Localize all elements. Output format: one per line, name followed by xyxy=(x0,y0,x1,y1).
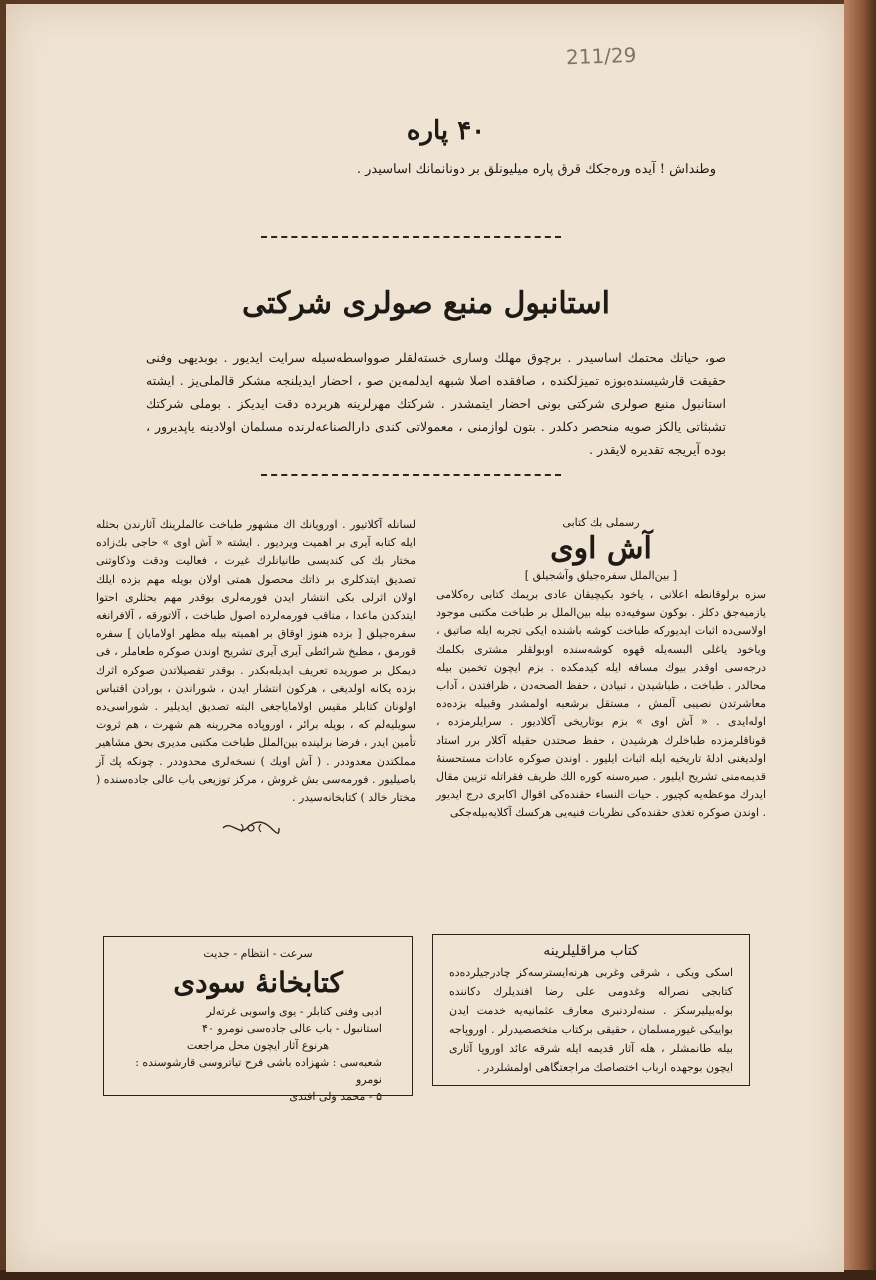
divider-top xyxy=(261,236,561,238)
bookstore-line: هرنوع آثار ایچون محل مراجعت xyxy=(186,1039,330,1052)
book-lovers-body: اسکی ویکی ، شرقی وغربی هرنه‌ایسترسه‌کز چادرجیلرده‌ده کتابجی نصراله وغدومی علی رضا افندیلرك دکاننده بوله‌بیلیرسکز . سنه‌لردنبری معارف عثمانیه‌یه خدمت ایدن بواییکی غیورمسلمان ، حقیقی برکتاب متخصصیدرلر . اوروپاجه بیله طانمشلر ، هله آثار قدیمه ایله شرقه عائد اوروپا آثاری ایچون بوجهده ارباب اختصاصك مراجعتگاهی اولمشلردر . xyxy=(449,966,733,1074)
cookbook-title: آش اوی xyxy=(550,531,652,566)
newspaper-page xyxy=(6,4,844,1272)
price-heading: ۴۰ پاره xyxy=(406,116,486,146)
review-column xyxy=(96,516,416,807)
cookbook-column xyxy=(436,516,766,823)
water-company-body: صو، حیاتك محتمك اساسیدر . برچوق مهلك وساری خسته‌لقلر صوواسطه‌سیله سرایت ایدیور . بوبدیهی وفنی حقیقت قارشیسنده‌بوزه تمیزلکنده ، صافقده اصلا شبهه ایدلمه‌ین صو ، احضار ایدیلنجه مشکر قالملی‌یز . ایشته استانبول منبع صولری شرکتی بونی احضار ایتمشدر . شرکتك مهرلرینه هربرده دقت ایدیکز . بوملی شرکتك تشبثاتی یالکز صویه منحصر دکلدر . بتون لوازمنی ، معمولاتی کندی دارالصناعه‌لرنده مسلمان اولادینه یاپدیرور ، بوده آیریجه تقدیره لایقدر . xyxy=(146,350,726,457)
review-body: لسانله آکلاتیور . اورویانك اك مشهور طباخت عالملرینك آثارندن بحثله ایله کتابه آیری بر اهمیت ویردیور . ایشته « آش اوی » حاجی بك‌زاده مختار بك کی کندیسی طانیانلرك غیرت ، فعالیت ودقت وذکاوتنی تصدیق ایتدکلری بر ذاتك محصول همتی اولان بویله مهم بزده ایلك اولان اثرلی بکی انتشار ایدن فورمه‌لری بوقدر مهم بحثلری احتوا ایتدکدن ماعدا ، مناقب فورمه‌لرده اصول طباخت ، آلاتورقه ، آلافرانغه سفره‌جیلق [ بزده هنوز اوقاق بر اهمیته بیله مظهر اولامایان ] سفره قورمق ، مطبخ شرائطی آیری آیری تشریح اوندن صوکره طعاملر ، فی دیمکل بر صوریده تعریف ایدیله‌بکدر . بوقدر تفصیلاتدن صوکره اثرك بزده یکانه اولدیغی ، هرکون انتشار ایدن ، شوراندن ، بورادن اقتباس اولونان کتابلر مقیس اولامایاجغی البته تصدیق ایدیلیر . شوراسی‌ده سویلیه‌لم که ، بویله برائر ، اوروپاده محررینه هم شهرت ، هم ثروت تأمین ایدر ، فرضا برلینده بین‌الملل طباخت مکتبی مدیری بحق مشاهیر مملکتدن معدوددر . ( آش اویك ) نسخه‌لری محدوددر . چونکه پك آز باصیلیور . فورمه‌سی بش غروش ، مرکز توزیعی باب عالی جاده‌سنده ( مختار خالد ) کتابخانه‌سیدر . xyxy=(96,518,416,805)
bookstore-line: شعبه‌سی : شهزاده باشی فرح تیاتروسی قارشوسنده : نومرو xyxy=(135,1056,382,1086)
header-tagline: وطنداش ! آیده وره‌جکك قرق پاره میلیونلق بر دونانمانك اساسیدر . xyxy=(356,162,716,177)
ornament-icon xyxy=(221,818,281,838)
book-lovers-title: کتاب مراقلیلرینه xyxy=(543,943,639,959)
bookstore-line: استانبول - باب عالی جاده‌سی نومرو ۴۰ xyxy=(202,1022,382,1035)
catalog-number: 211/29 xyxy=(565,42,637,70)
bookstore-title: کتابخانهٔ سودی xyxy=(173,966,343,999)
bookstore-ad xyxy=(103,936,413,1103)
cookbook-intro: رسملی بك کتابی xyxy=(562,516,640,529)
bookstore-tagline: سرعت - انتظام - جدیت xyxy=(203,947,313,960)
page-edge xyxy=(844,0,876,1280)
bookstore-line: ۵ - محمد ولی افندی xyxy=(289,1090,382,1103)
cookbook-body: سزه برلوقانطه اعلانی ، یاخود بکیچیقان عادی بریمك کتابی ره‌کلامی یازمیه‌جق دکلز . بوکون سوفیه‌ده بیله بین‌الملل بر طباخت مکتبی موجود اولاسی‌ده اثبات ایدیورکه طباخت کوشه باشنده ایکی تجربه ایله صاتیق ، ویاخود یاغلی البسه‌یله قهوه کوشه‌سنده اوبولقلر مشتری بکلمك درجه‌سی اوقدر بیوك مسافه ایله کیدمکده . بزم ایچون تخمین بیله محالدر . طباخت ، طباشیدن ، تبیادن ، حفظ الصحه‌دن ، ظرافتدن ، آداب معاشرتدن نصیبی آلمش ، مستقل برشعبه اولمشدر وقبیله بزده‌ده اوله‌ایدی . « آش اوی » بزم بوتاریخی آکلادیور . سرایلرمزده ، قوناقلرمزده طباخلرك هرشیدن ، حفظ صحتدن حقیله آکلار برر استاد اولدیغنی ادلهٔ تاریخیه ایله اثبات ایلیور . اوندن صوکره عادات مستحسنهٔ قدیمه‌منی تشریح ایلیور . صیره‌سنه کوره الك ظریف فقراتله تزیین مقال ایدرك موعظه‌یه کچیور . حیات النساء حقنده‌کی اقوال اکابری درج ایدیور . اوندن صوکره تغذی حقنده‌کی نظریات فنیه‌یی هرکسك آکلایه‌بیله‌جکی xyxy=(436,588,766,820)
divider-middle xyxy=(261,474,561,476)
book-lovers-ad xyxy=(432,934,750,1086)
water-company-title: استانبول منبع صولری شرکتی xyxy=(241,286,610,321)
cookbook-subtitle: [ بین‌الملل سفره‌جیلق وآشجیلق ] xyxy=(524,569,678,582)
bookstore-line: ادبی وفنی کتابلر - یوی واسوبی غرته‌لر xyxy=(206,1005,382,1018)
